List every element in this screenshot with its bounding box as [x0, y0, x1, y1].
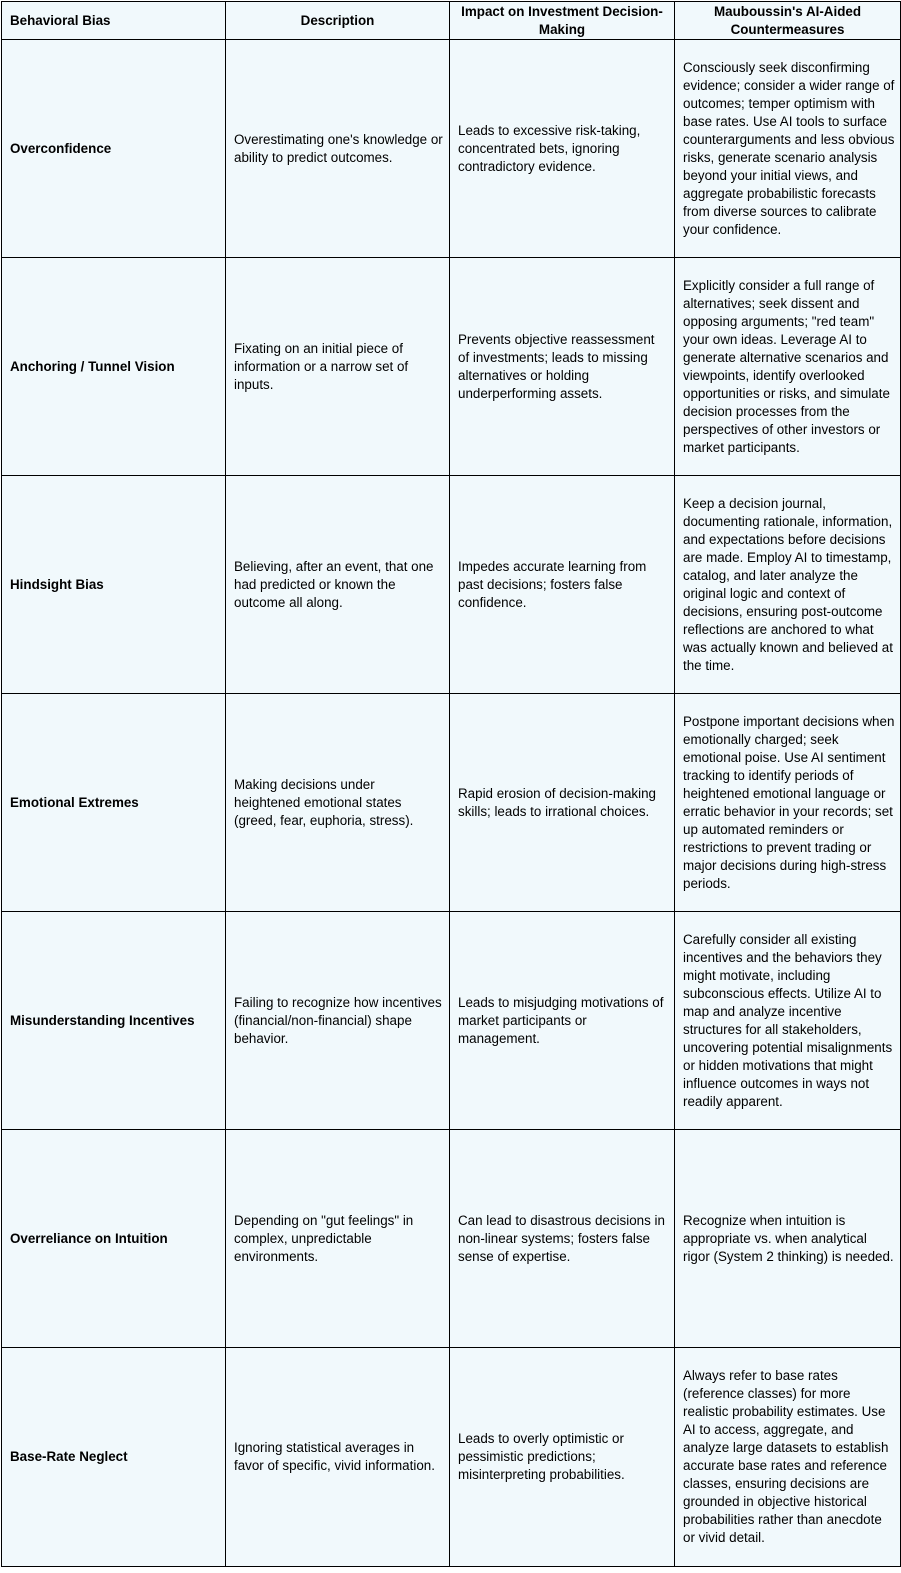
countermeasures-cell: Recognize when intuition is appropriate vs. when analytical rigor (System 2 thinking) is needed.: [675, 1130, 901, 1348]
bias-name-cell: Overreliance on Intuition: [2, 1130, 226, 1348]
table-row: [2, 1348, 901, 1567]
bias-name-cell: Overconfidence: [2, 40, 226, 258]
header-description: Description: [226, 2, 450, 40]
countermeasures-cell: Carefully consider all existing incentives and the behaviors they might motivate, including subconscious effects. Utilize AI to map and analyze incentive structures for all stakeholders, uncovering potential misalignments or hidden motivations that might influence outcomes in ways not readily apparent.: [675, 912, 901, 1130]
table-row: [2, 912, 901, 1130]
table-row: [2, 476, 901, 694]
impact-cell: Can lead to disastrous decisions in non-linear systems; fosters false sense of expertise.: [450, 1130, 675, 1348]
impact-cell: Leads to misjudging motivations of market participants or management.: [450, 912, 675, 1130]
countermeasures-cell: Explicitly consider a full range of alternatives; seek dissent and opposing arguments; "red team" your own ideas. Leverage AI to generate alternative scenarios and viewpoints, identify overlooked opportunities or risks, and simulate decision processes from the perspectives of other investors or market participants.: [675, 258, 901, 476]
countermeasures-cell: Consciously seek disconfirming evidence; consider a wider range of outcomes; temper optimism with base rates. Use AI tools to surface counterarguments and less obvious risks, generate scenario analysis beyond your initial views, and aggregate probabilistic forecasts from diverse sources to calibrate your confidence.: [675, 40, 901, 258]
table-row: [2, 694, 901, 912]
bias-name-cell: Hindsight Bias: [2, 476, 226, 694]
description-cell: Fixating on an initial piece of information or a narrow set of inputs.: [226, 258, 450, 476]
description-cell: Believing, after an event, that one had predicted or known the outcome all along.: [226, 476, 450, 694]
impact-cell: Rapid erosion of decision-making skills; leads to irrational choices.: [450, 694, 675, 912]
countermeasures-cell: Postpone important decisions when emotionally charged; seek emotional poise. Use AI sentiment tracking to identify periods of heightened emotional language or erratic behavior in your records; set up automated reminders or restrictions to prevent trading or major decisions during high-stress periods.: [675, 694, 901, 912]
table-row: [2, 258, 901, 476]
description-cell: Depending on "gut feelings" in complex, unpredictable environments.: [226, 1130, 450, 1348]
impact-cell: Leads to excessive risk-taking, concentrated bets, ignoring contradictory evidence.: [450, 40, 675, 258]
table-row: [2, 1130, 901, 1348]
bias-name-cell: Anchoring / Tunnel Vision: [2, 258, 226, 476]
countermeasures-cell: Keep a decision journal, documenting rationale, information, and expectations before decisions are made. Employ AI to timestamp, catalog, and later analyze the original logic and context of decisions, ensuring post-outcome reflections are anchored to what was actually known and believed at the time.: [675, 476, 901, 694]
impact-cell: Prevents objective reassessment of investments; leads to missing alternatives or holding underperforming assets.: [450, 258, 675, 476]
bias-name-cell: Base-Rate Neglect: [2, 1348, 226, 1567]
impact-cell: Impedes accurate learning from past decisions; fosters false confidence.: [450, 476, 675, 694]
bias-name-cell: Misunderstanding Incentives: [2, 912, 226, 1130]
description-cell: Ignoring statistical averages in favor of specific, vivid information.: [226, 1348, 450, 1567]
biases-table: [1, 1, 901, 1567]
header-bias: Behavioral Bias: [2, 2, 226, 40]
impact-cell: Leads to overly optimistic or pessimistic predictions; misinterpreting probabilities.: [450, 1348, 675, 1567]
description-cell: Failing to recognize how incentives (financial/non-financial) shape behavior.: [226, 912, 450, 1130]
header-impact: Impact on Investment Decision-Making: [450, 2, 675, 40]
countermeasures-cell: Always refer to base rates (reference classes) for more realistic probability estimates. Use AI to access, aggregate, and analyze large datasets to establish accurate base rates and reference classes, ensuring decisions are grounded in objective historical probabilities rather than anecdote or vivid detail.: [675, 1348, 901, 1567]
header-row: [2, 2, 901, 40]
description-cell: Overestimating one's knowledge or ability to predict outcomes.: [226, 40, 450, 258]
description-cell: Making decisions under heightened emotional states (greed, fear, euphoria, stress).: [226, 694, 450, 912]
table-row: [2, 40, 901, 258]
bias-name-cell: Emotional Extremes: [2, 694, 226, 912]
header-countermeasures: Mauboussin's AI-Aided Countermeasures: [675, 2, 901, 40]
